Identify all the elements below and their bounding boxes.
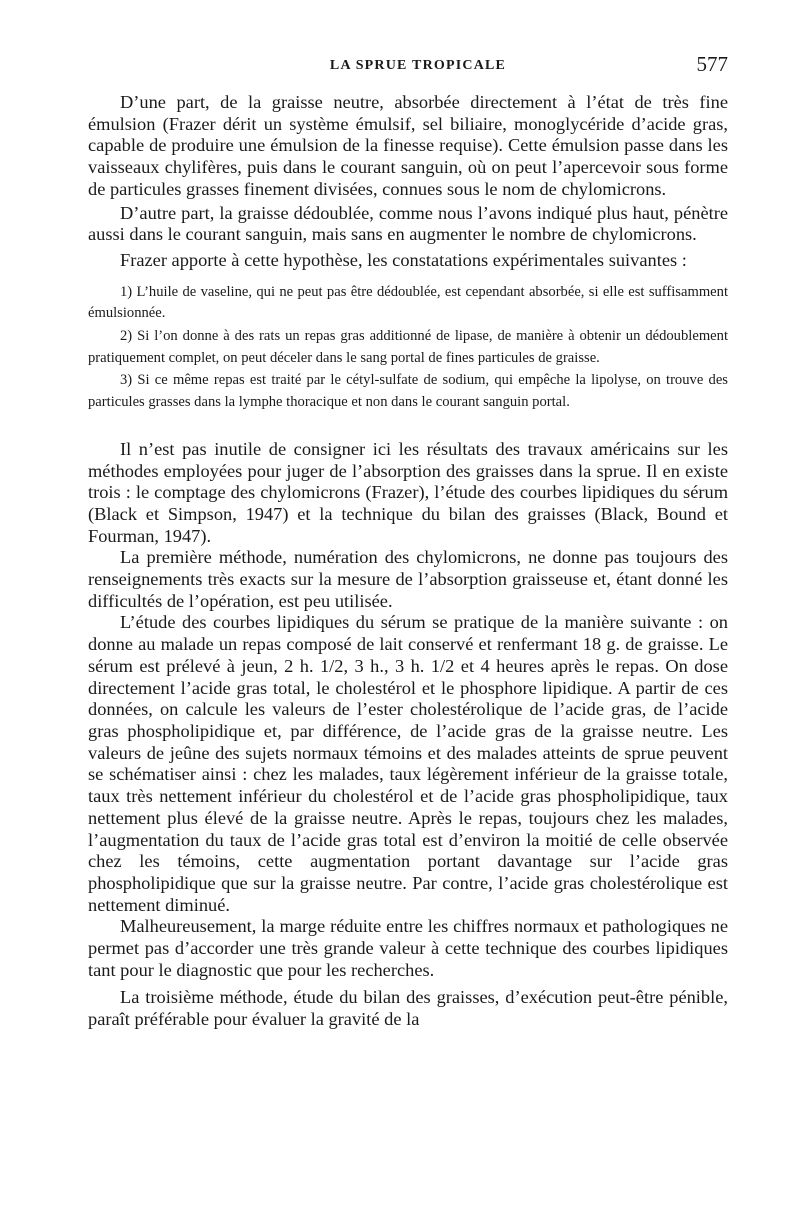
page-header <box>88 52 728 82</box>
paragraph-third-method: La troisième méthode, étude du bilan des graisses, d’exécution peut-être pénible, paraît préférable pour évaluer la gravité de la <box>88 987 728 1030</box>
paragraph-emulsion: D’une part, de la graisse neutre, absorbée directement à l’état de très fine émulsion (Frazer dérit un système émulsif, sel biliaire, monoglycéride d’acide gras, capable de produire une émulsion de la finesse requise). Cette émulsion passe dans les vaisseaux chylifères, puis dans le courant sanguin, où on peut l’apercevoir sous forme de particules grasses finement divisées, connues sous le nom de chylomicrons. <box>88 92 728 199</box>
page-number: 577 <box>696 52 728 76</box>
paragraph-frazer-findings: Frazer apporte à cette hypothèse, les constatations expérimentales suivantes : <box>120 249 687 270</box>
note-lipase: 2) Si l’on donne à des rats un repas gras additionné de lipase, de manière à obtenir un dédoublement pratiquement complet, on peut déceler dans le sang portal de fines particules de graisse. <box>88 328 728 366</box>
note-vaseline: 1) L’huile de vaseline, qui ne peut pas être dédoublée, est cependant absorbée, si elle est suffisamment émulsionnée. <box>88 283 728 322</box>
paragraph-split-fat: D’autre part, la graisse dédoublée, comme nous l’avons indiqué plus haut, pénètre aussi dans le courant sanguin, mais sans en augmenter le nombre de chylomicrons. <box>88 202 728 245</box>
paragraph-first-method: La première méthode, numération des chylomicrons, ne donne pas toujours des renseignements très exacts sur la mesure de l’absorption graisseuse et, étant donné les difficultés de l’opération, est peu utilisée. <box>88 547 728 611</box>
paragraph-lipid-curves: L’étude des courbes lipidiques du sérum se pratique de la manière suivante : on donne au malade un repas composé de lait conservé et renfermant 18 g. de graisse. Le sérum est prélevé à jeun, 2 h. 1/2, 3 h., 3 h. 1/2 et 4 heures après le repas. On dose directement l’acide gras total, le cholestérol et le phosphore lipidique. A partir de ces données, on calcule les valeurs de l’ester cholestérolique de l’acide gras, de l’acide gras phospholipidique et, par différence, de l’acide gras de la graisse neutre. Les valeurs de jeûne des sujets normaux témoins et des malades atteints de sprue peuvent se schématiser ainsi : chez les malades, taux légèrement inférieur de la graisse totale, taux très nettement inférieur du cholestérol et de l’acide gras phospholipidique, taux nettement plus élevé de la graisse neutre. Après le repas, toujours chez les malades, l’augmentation du taux de l’acide gras total est d’environ la moitié de celle observée chez les témoins, cette augmentation portant davantage sur l’acide gras phospholipidique que sur la graisse neutre. Par contre, l’acide gras cholestérolique est nettement diminué. <box>88 612 728 915</box>
paragraph-unfortunately: Malheureusement, la marge réduite entre les chiffres normaux et pathologiques ne permet pas d’accorder une très grande valeur à cette technique des courbes lipidiques tant pour le diagnostic que pour les recherches. <box>88 916 728 980</box>
running-title: LA SPRUE TROPICALE <box>329 58 507 73</box>
note-cetyl-sulfate: 3) Si ce même repas est traité par le cétyl-sulfate de sodium, qui empêche la lipolyse, on trouve des particules grasses dans la lymphe thoracique et non dans le courant sanguin portal. <box>88 372 728 411</box>
paragraph-american-methods: Il n’est pas inutile de consigner ici les résultats des travaux américains sur les méthodes employées pour juger de l’absorption des graisses dans la sprue. Il en existe trois : le comptage des chylomicrons (Frazer), l’étude des courbes lipidiques du sérum (Black et Simpson, 1947) et la technique du bilan des graisses (Black, Bound et Fourman, 1947). <box>88 438 728 546</box>
page-body <box>88 92 728 1031</box>
